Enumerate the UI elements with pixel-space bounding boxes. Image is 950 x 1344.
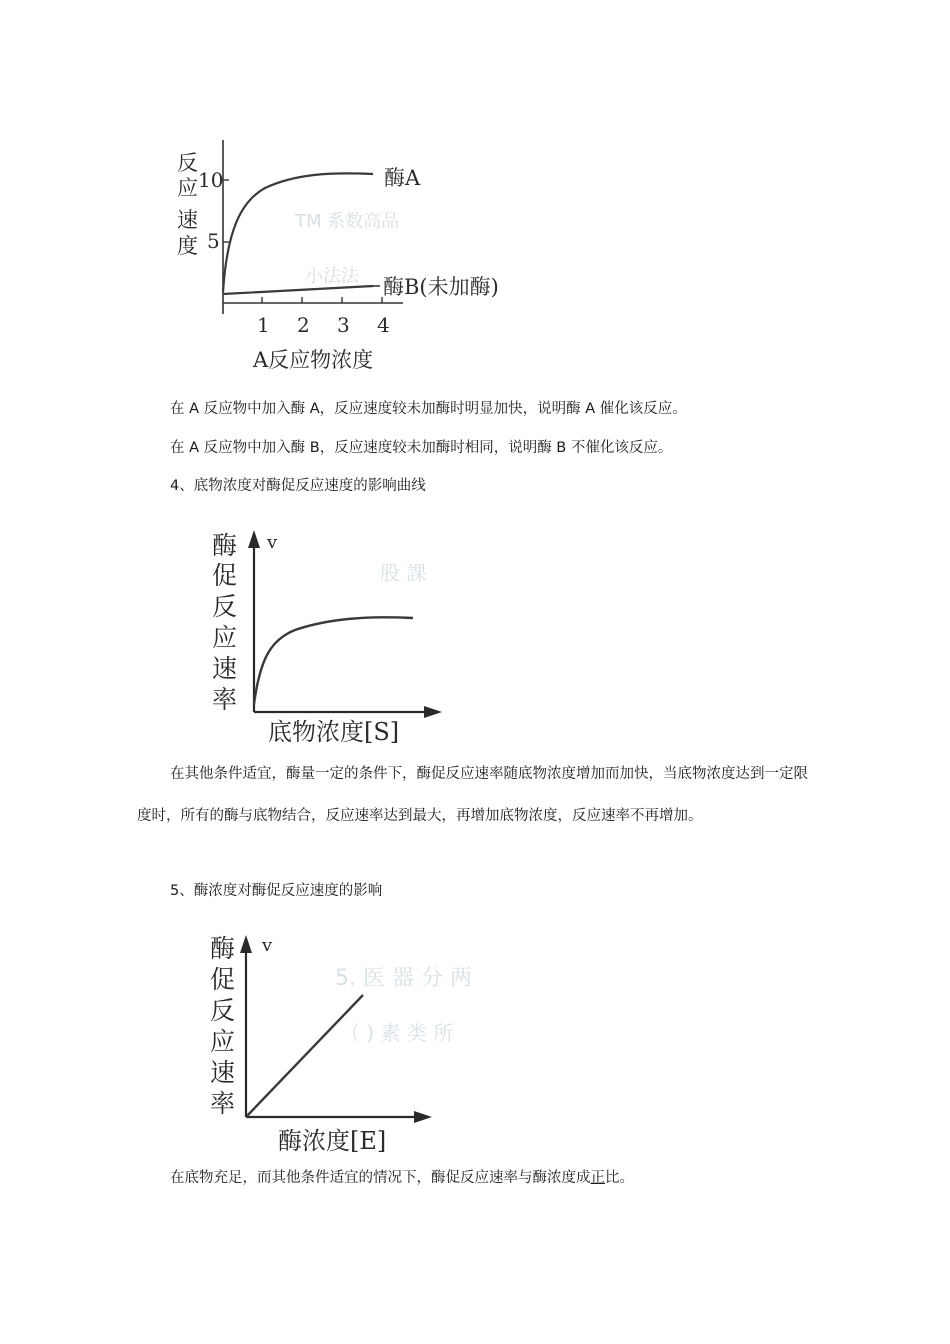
y-axis-label-char: 速 xyxy=(212,654,238,683)
curve-substrate xyxy=(254,617,413,704)
y-axis-label-char: 率 xyxy=(212,685,238,714)
figure-enzyme-concentration-graphic xyxy=(170,925,472,1160)
curve-a-label: 酶A xyxy=(384,166,421,190)
x-tick-label: 4 xyxy=(377,313,390,337)
figure-enzyme-a-b xyxy=(165,132,525,377)
figure-enzyme-concentration-line xyxy=(170,925,472,1160)
x-axis-label: 酶浓度[E] xyxy=(278,1127,387,1155)
y-axis-label-char: 促 xyxy=(212,561,238,590)
paragraph-text-after: 比。 xyxy=(605,1170,634,1186)
x-tick-label: 1 xyxy=(257,313,270,337)
svg-text:（ ) 素 类 所: （ ) 素 类 所 xyxy=(340,1021,454,1045)
heading-enzyme-concentration: 5、酶浓度对酶促反应速度的影响 xyxy=(170,883,383,899)
paragraph-enzyme-concentration xyxy=(170,1168,634,1188)
x-tick-label: 2 xyxy=(297,313,310,337)
y-axis-label-char: 反 xyxy=(177,151,198,175)
y-axis-label-char: 应 xyxy=(177,176,198,200)
curve-enzyme-b xyxy=(223,286,373,294)
heading-substrate-concentration: 4、底物浓度对酶促反应速度的影响曲线 xyxy=(170,478,426,494)
v-label: v xyxy=(262,935,273,956)
x-tick-label: 3 xyxy=(337,313,350,337)
svg-text:股 課: 股 課 xyxy=(380,561,427,585)
figure-enzyme-a-b-graphic xyxy=(165,132,525,377)
svg-text:TM 系数高品: TM 系数高品 xyxy=(295,211,400,232)
y-axis-label-char: 酶 xyxy=(210,934,236,963)
figure-substrate-curve xyxy=(170,520,480,755)
y-axis-label-char: 速 xyxy=(210,1058,236,1087)
v-label: v xyxy=(267,532,278,553)
y-axis-label-char: 促 xyxy=(210,965,236,994)
paragraph-enzyme-b: 在 A 反应物中加入酶 B，反应速度较未加酶时相同，说明酶 B 不催化该反应。 xyxy=(170,440,673,456)
y-axis-label-char: 率 xyxy=(210,1089,236,1118)
svg-text:5. 医 器 分 两: 5. 医 器 分 两 xyxy=(335,966,472,991)
y-axis-label-char: 应 xyxy=(210,1027,236,1056)
y-tick-label: 5 xyxy=(207,229,220,253)
paragraph-text-before: 在底物充足，而其他条件适宜的情况下，酶促反应速率与酶浓度成 xyxy=(170,1170,591,1186)
y-axis-label-char: 酶 xyxy=(212,531,238,560)
underlined-word: 正 xyxy=(590,1170,605,1186)
figure-substrate-curve-graphic xyxy=(170,520,480,755)
x-axis-label: A反应物浓度 xyxy=(253,348,374,372)
x-axis-label: 底物浓度[S] xyxy=(268,718,400,746)
y-tick-label: 10 xyxy=(198,168,224,192)
y-axis-label-char: 反 xyxy=(212,592,238,621)
paragraph-substrate-explanation: 在其他条件适宜，酶量一定的条件下，酶促反应速率随底物浓度增加而加快，当底物浓度达到一定限度时，所有的酶与底物结合，反应速率达到最大，再增加底物浓度，反应速率不再增加。 xyxy=(137,766,808,824)
curve-b-label: 酶B(未加酶) xyxy=(383,275,499,299)
y-axis-label-char: 度 xyxy=(177,234,198,258)
y-axis-label-char: 应 xyxy=(212,623,238,652)
y-axis-label-char: 反 xyxy=(210,996,236,1025)
y-axis-label-char: 速 xyxy=(177,208,198,232)
line-enzyme-concentration xyxy=(246,995,363,1117)
paragraph-enzyme-a: 在 A 反应物中加入酶 A，反应速度较未加酶时明显加快，说明酶 A 催化该反应。 xyxy=(170,401,687,417)
svg-text:小法法: 小法法 xyxy=(305,266,359,287)
